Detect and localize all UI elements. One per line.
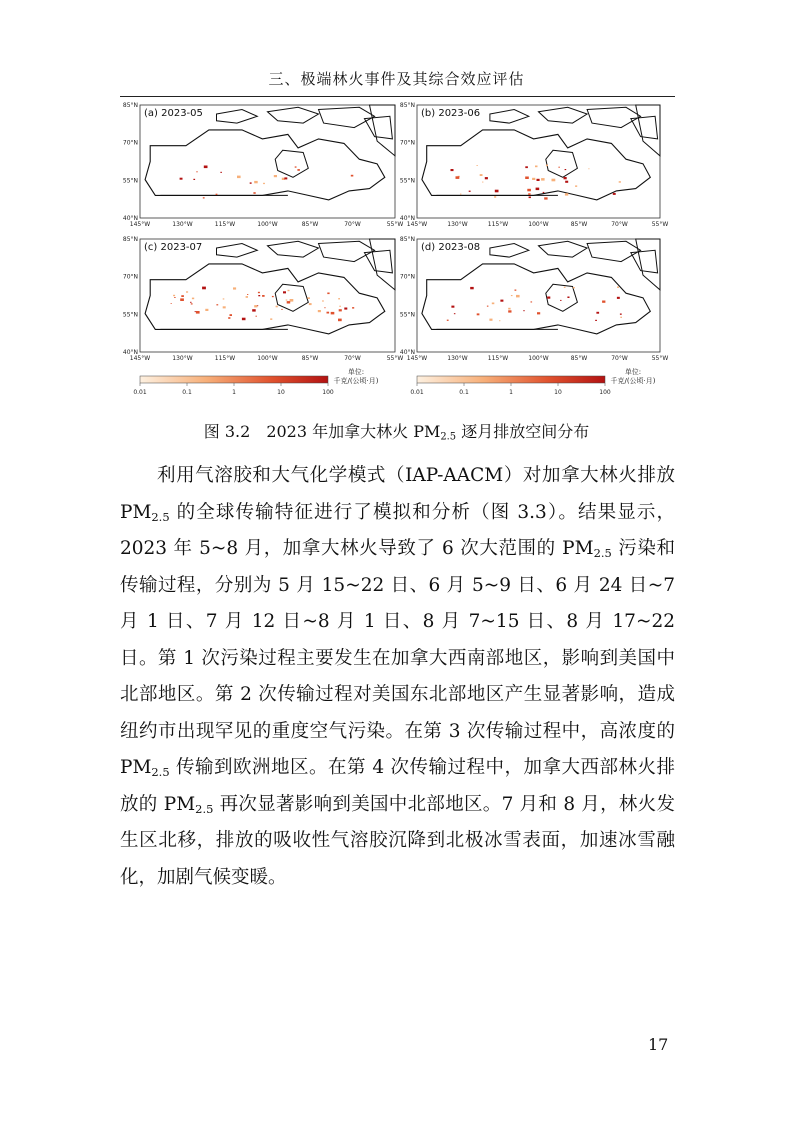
panel-4-hotspot [508,308,510,310]
panel-3-lon-tick: 85°W [301,355,319,362]
fire-emission-maps [120,100,675,405]
colorbar-1-tick-label: 0.1 [182,389,192,396]
panel-3-hotspot [180,298,184,301]
panel-2-hotspot [485,177,488,179]
panel-3-hotspot [276,306,278,308]
panel-1-lat-tick: 85°N [122,102,138,109]
panel-1-hotspot [196,171,197,172]
panel-3-hotspot [195,311,196,312]
panel-4-lon-tick: 130°W [447,355,468,362]
panel-2-hotspot [565,181,568,183]
panel-1-hotspot [297,169,300,171]
panel-1-hotspot [180,178,183,180]
panel-2-lat-tick: 40°N [399,215,415,222]
colorbar-2-tick-label: 0.1 [459,389,469,396]
panel-4-hotspot [620,314,622,315]
panel-3-hotspot [173,295,175,296]
panel-1-hotspot [220,172,222,173]
panel-3-hotspot [186,291,188,292]
panel-3-hotspot [283,291,286,293]
panel-2-hotspot [546,165,548,167]
panel-3-hotspot [223,306,226,308]
panel-2-frame [417,105,660,218]
panel-4-hotspot [567,297,569,299]
panel-2-hotspot [558,167,560,168]
panel-1-lon-tick: 70°W [344,221,361,228]
panel-2-hotspot [527,189,531,192]
panel-2-hotspot [495,190,499,193]
panel-3-hotspot [216,304,218,305]
panel-4-lat-tick: 70°N [399,273,415,281]
panel-2-hotspot [529,197,531,199]
figure-3-2 [120,100,675,405]
panel-2-hotspot [482,182,483,183]
panel-1-lon-tick: 145°W [129,221,151,228]
panel-2-hotspot [528,193,530,195]
panel-1-hotspot [274,175,277,177]
panel-4-hotspot [477,313,480,315]
panel-3-hotspot [228,317,230,319]
panel-2-hotspot [535,166,538,168]
panel-2-hotspot [451,169,454,171]
figure-caption: 图 3.2 2023 年加拿大林火 $PM_{2.5}$ 逐月排放空间分布 [203,422,590,443]
panel-3-hotspot [338,319,342,322]
colorbar-1-tick-label: 100 [322,389,334,396]
panel-1-label: (a) 2023-05 [144,108,203,119]
colorbar-1 [140,376,328,383]
panel-3-hotspot [246,296,248,298]
panel-4-lon-tick: 55°W [651,355,669,362]
panel-2-hotspot [543,192,545,193]
header-rule [120,96,675,97]
panel-4-hotspot [564,287,566,288]
panel-2-hotspot [613,193,616,195]
panel-2-lon-tick: 100°W [528,221,549,228]
panel-3-hotspot [322,300,324,301]
panel-3-lon-tick: 130°W [172,355,193,362]
panel-4-hotspot [595,320,597,321]
panel-2-hotspot [565,169,567,170]
panel-3-hotspot [331,312,335,315]
panel-1-hotspot [193,179,195,180]
panel-4-hotspot [617,297,620,299]
panel-4-hotspot [511,295,513,296]
panel-3-label: (c) 2023-07 [144,242,203,253]
panel-3-hotspot [309,303,312,305]
panel-2-label: (b) 2023-06 [421,108,481,119]
panel-2-hotspot [564,177,567,179]
panel-4-lon-tick: 115°W [487,355,509,362]
panel-3-hotspot [339,309,342,311]
panel-3-hotspot [191,303,193,304]
panel-3-hotspot [252,309,256,311]
panel-4-hotspot [492,303,495,305]
panel-3-hotspot [272,296,274,297]
panel-1-hotspot [204,166,208,169]
panel-2-lon-tick: 70°W [611,221,628,228]
panel-1-lon-tick: 85°W [301,221,319,228]
panel-2-hotspot [565,193,568,195]
panel-1-hotspot [254,181,258,183]
panel-4-hotspot [470,287,474,289]
panel-4-lat-tick: 55°N [399,311,415,319]
panel-4-hotspot [500,300,503,302]
colorbar-1-unit-value: 千克/(公顷·月) [333,377,379,385]
panel-4-frame [417,239,660,352]
panel-3-lat-tick: 55°N [122,311,138,319]
panel-1-frame [140,105,395,218]
panel-2-hotspot [619,181,621,183]
panel-4-hotspot [620,317,622,318]
panel-3-hotspot [256,316,257,317]
panel-2-hotspot [480,174,483,176]
panel-3-hotspot [205,309,208,311]
panel-4-lon-tick: 85°W [570,355,588,362]
colorbar-2-tick-label: 100 [599,389,611,396]
panel-1-hotspot [203,197,205,198]
panel-3-hotspot [327,293,329,295]
panel-2-hotspot [536,188,540,191]
panel-3-hotspot [181,295,184,297]
colorbar-2-tick-label: 0.01 [410,389,424,396]
panel-1-hotspot [237,176,241,179]
panel-1-lon-tick: 115°W [214,221,236,228]
panel-2-hotspot [525,166,528,168]
panel-1-hotspot [351,175,354,177]
panel-2-hotspot [469,191,471,192]
panel-4-hotspot [515,290,517,291]
panel-3-hotspot [192,298,194,300]
panel-3-hotspot [344,308,347,310]
panel-3-hotspot [262,295,265,297]
panel-1-lon-tick: 55°W [386,221,404,228]
panel-2-hotspot [544,197,547,199]
panel-2-hotspot [494,196,496,198]
panel-4-label: (d) 2023-08 [421,242,481,253]
panel-2-lon-tick: 145°W [406,221,428,228]
panel-3-hotspot [287,301,291,303]
panel-3-hotspot [230,314,233,316]
colorbar-2-unit-label: 单位: [624,368,642,376]
panel-4-hotspot [560,300,561,301]
panel-3-hotspot [339,306,341,307]
panel-3-hotspot [327,312,330,314]
panel-3-hotspot [281,309,282,310]
panel-3-hotspot [190,302,191,303]
panel-2-lat-tick: 85°N [399,102,415,109]
panel-1-lat-tick: 40°N [122,215,138,222]
panel-3-hotspot [247,294,248,295]
panel-2-hotspot [456,176,460,179]
panel-2-hotspot [541,178,545,181]
panel-2-hotspot [588,168,589,169]
panel-4-hotspot [531,301,533,302]
panel-1-lat-tick: 55°N [122,177,138,185]
panel-3-hotspot [258,295,260,296]
panel-3-lat-tick: 40°N [122,349,138,356]
panel-3-hotspot [233,287,236,289]
colorbar-2-tick-label: 1 [509,389,513,396]
panel-4-hotspot [523,310,524,311]
panel-2-hotspot [552,179,556,182]
panel-3-lat-tick: 85°N [122,236,138,243]
panel-3-hotspot [202,287,206,290]
panel-3-hotspot [254,305,257,307]
panel-3-hotspot [288,290,290,291]
panel-3-hotspot [223,298,225,299]
panel-2-lon-tick: 115°W [487,221,509,228]
panel-4-lat-tick: 85°N [399,236,415,243]
panel-3-hotspot [171,303,172,304]
panel-1-hotspot [253,192,255,194]
panel-4-lon-tick: 100°W [528,355,549,362]
panel-3-lon-tick: 70°W [344,355,361,362]
panel-1-lat-tick: 70°N [122,139,138,147]
panel-4-hotspot [516,295,520,298]
panel-3-lon-tick: 115°W [214,355,236,362]
panel-4-hotspot [508,310,511,312]
colorbar-1-tick-label: 10 [277,389,285,396]
page-number: 17 [648,1035,669,1054]
panel-4-hotspot [499,320,500,321]
panel-2-hotspot [532,178,535,180]
panel-4-lat-tick: 40°N [399,349,415,356]
panel-1-hotspot [284,177,287,179]
panel-3-lat-tick: 70°N [122,273,138,281]
panel-3-hotspot [258,292,260,293]
panel-3-hotspot [196,311,200,314]
panel-3-hotspot [338,298,340,299]
panel-2-hotspot [575,185,577,187]
panel-2-hotspot [537,179,540,181]
panel-4-hotspot [454,313,456,314]
colorbar-2-unit-value: 千克/(公顷·月) [610,377,656,385]
panel-4-hotspot [547,297,550,299]
panel-4-hotspot [596,312,599,314]
panel-4-hotspot [489,319,492,321]
panel-2-lon-tick: 85°W [570,221,588,228]
panel-4-hotspot [537,312,540,314]
panel-4-hotspot [602,301,605,303]
panel-3-hotspot [174,297,175,298]
panel-1-lon-tick: 100°W [257,221,278,228]
panel-2-hotspot [460,194,461,195]
panel-3-hotspot [324,307,325,308]
panel-3-hotspot [307,297,310,299]
panel-4-hotspot [447,320,449,321]
panel-2-hotspot [525,177,529,180]
panel-2-lon-tick: 130°W [447,221,468,228]
colorbar-2-tick-label: 10 [554,389,562,396]
panel-1-lon-tick: 130°W [172,221,193,228]
panel-3-hotspot [242,318,246,321]
panel-2-lat-tick: 55°N [399,177,415,185]
panel-3-frame [140,239,395,352]
panel-4-hotspot [487,306,489,307]
panel-3-hotspot [318,310,321,312]
panel-1-hotspot [250,182,252,183]
panel-1-hotspot [263,183,265,184]
panel-3-lon-tick: 55°W [386,355,404,362]
panel-1-hotspot [295,166,297,167]
panel-2-lon-tick: 55°W [651,221,669,228]
panel-3-hotspot [286,300,288,301]
colorbar-2 [417,376,605,383]
panel-4-hotspot [617,287,619,288]
panel-3-hotspot [270,318,272,320]
panel-3-hotspot [352,307,354,309]
body-paragraph: 利用气溶胶和大气化学模式（IAP-AACM）对加拿大林火排放 $PM_{2.5}$ 的全球传输特征进行了模拟和分析（图 3.3）。结果显示，2023 年 5~8 月，加拿大林火导致了 6 次大范围的 $PM_{2.5}$ 污染和传输过程，分别为 5 月 15~22 日、6 月 5~9 日、6 月 24 日~7 月 1 日、7 月 12 日~8 月 1 日、8 月 7~15 日、8 月 17~22 日。第 1 次污染过程主要发生在加拿大西南部地区，影响到美国中北部地区。第 2 次传输过程对美国东北部地区产生显著影响，造成纽约市出现罕见的重度空气污染。在第 3 次传输过程中，高浓度的 $PM_{2.5}$ 传输到欧洲地区。在第 4 次传输过程中，加拿大西部林火排放的 $PM_{2.5}$ 再次显著影响到美国中北部地区。7 月和 8 月，林火发生区北移，排放的吸收性气溶胶沉降到北极冰雪表面，加速冰雪融化，加剧气候变暖。 [120,465,675,888]
panel-4-hotspot [573,287,575,288]
panel-3-lon-tick: 145°W [129,355,151,362]
panel-4-lon-tick: 70°W [611,355,628,362]
colorbar-1-tick-label: 1 [232,389,236,396]
colorbar-1-tick-label: 0.01 [133,389,147,396]
colorbar-1-unit-label: 单位: [347,368,365,376]
running-header: 三、极端林火事件及其综合效应评估 [268,70,525,88]
panel-4-lon-tick: 145°W [406,355,428,362]
panel-1-hotspot [216,194,218,195]
panel-2-lat-tick: 70°N [399,139,415,147]
panel-2-hotspot [477,165,478,166]
panel-3-lon-tick: 100°W [257,355,278,362]
panel-4-hotspot [451,306,454,308]
